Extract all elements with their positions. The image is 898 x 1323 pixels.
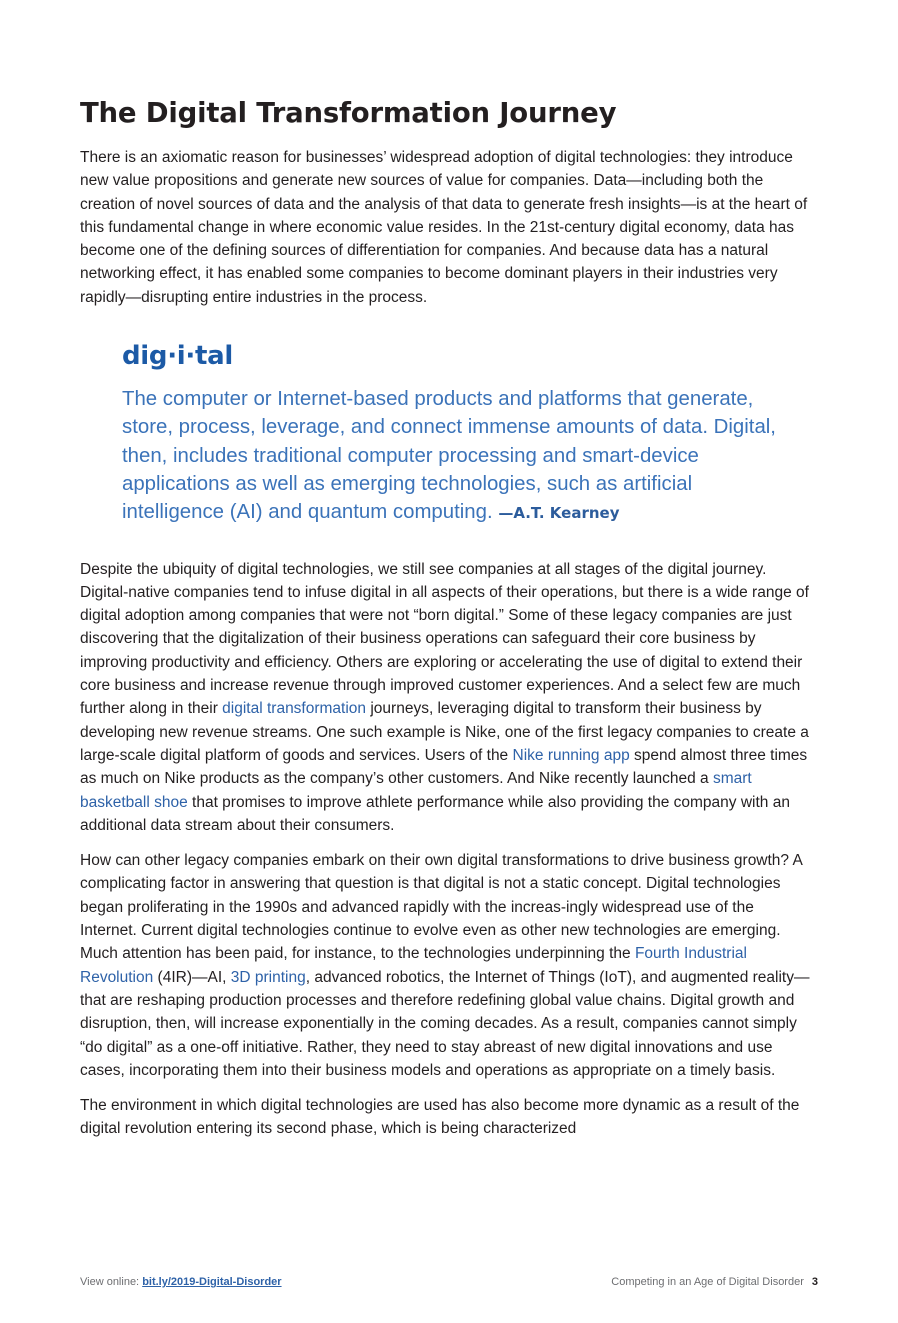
definition-body: The computer or Internet-based products and platforms that generate, store, process, leverage, and connect immense amounts of data. Digital, then, includes traditional computer processing and smart-device applications as well as emerging technologies, such as artificial intelligence (AI) and quantum computing.: [122, 388, 776, 524]
definition-word: dig·i·tal: [122, 341, 233, 372]
definition-callout: [122, 339, 782, 527]
body-paragraph-2: [80, 558, 812, 838]
paragraph-3-text-1: How can other legacy companies embark on their own digital transformations to drive business growth? A complicating factor in answering that question is that digital is not a static concept. Digital technologies began proliferating in the 1990s and advanced rapidly with the increas-ingly widespread use of the Internet. Current digital technologies continue to evolve even as other new technologies are emerging. Much attention has been paid, for instance, to the technologies underpinning the: [80, 852, 802, 963]
paragraph-2-text-3: spend almost three times as much on Nike products as the company’s other customers. And Nike recently launched a: [80, 746, 808, 788]
paragraph-2-text-1: Despite the ubiquity of digital technologies, we still see companies at all stages of the digital journey. Digital-native companies tend to infuse digital in all aspects of their operations, but there is a wide range of digital adoption among companies that were not “born digital.” Some of these legacy companies are just discovering that the digitalization of their business operations can safeguard their core business by improving productivity and efficiency. Others are exploring or accelerating the use of digital to extend their core business and increase revenue through improved customer experiences. And a select few are much further along in their: [80, 560, 809, 718]
view-online-label: View online:: [80, 1276, 140, 1288]
nike-running-app-link[interactable]: Nike running app: [512, 746, 630, 764]
paragraph-3-text-2: (4IR)—AI,: [153, 968, 227, 986]
publication-title: Competing in an Age of Digital Disorder: [611, 1276, 804, 1288]
view-online: [80, 1276, 282, 1288]
paragraph-2-text-4: that promises to improve athlete performance while also providing the company with an additional data stream about their consumers.: [80, 793, 790, 834]
body-paragraph-3: [80, 849, 812, 1082]
footer-publication: [611, 1276, 818, 1288]
smart-basketball-shoe-link[interactable]: smart basketball shoe: [80, 770, 752, 811]
paragraph-3-text-3: , advanced robotics, the Internet of Things (IoT), and augmented reality—that are reshaping production processes and therefore redefining global value chains. Digital growth and disruption, then, will increase exponentially in the coming decades. As a result, companies cannot simply “do digital” as a one-off initiative. Rather, they need to stay abreast of new digital innovations and use cases, incorporating them into their business models and operations as appropriate on a timely basis.: [80, 968, 810, 1079]
page-title: The Digital Transformation Journey: [80, 97, 617, 129]
page-footer: [80, 1276, 818, 1294]
page-number: 3: [811, 1276, 818, 1288]
view-online-link[interactable]: bit.ly/2019-Digital-Disorder: [142, 1276, 282, 1288]
digital-transformation-link[interactable]: digital transformation: [222, 700, 367, 718]
page-content: [80, 94, 812, 1141]
body-paragraph-4: The environment in which digital technologies are used has also become more dynamic as a result of the digital revolution entering its second phase, which is being characterized: [80, 1097, 800, 1138]
3d-printing-link[interactable]: 3D printing: [230, 968, 306, 986]
definition-source: —A.T. Kearney: [498, 504, 620, 523]
fourth-industrial-revolution-link[interactable]: Fourth Industrial Revolution: [80, 945, 747, 986]
intro-paragraph: There is an axiomatic reason for businesses’ widespread adoption of digital technologies: they introduce new value propositions and generate new sources of value for companies. Data—including both the creation of novel sources of data and the analysis of that data to generate fresh insights—is at the heart of this fundamental change in where economic value resides. In the 21st-century digital economy, data has become one of the defining sources of differentiation for companies. And because data has a natural networking effect, it has enabled some companies to become dominant players in their industries very rapidly—disrupting entire industries in the process.: [80, 149, 808, 306]
paragraph-2-text-2: journeys, leveraging digital to transform their business by developing new revenue streams. One such example is Nike, one of the first legacy companies to create a large-scale digital platform of goods and services. Users of the: [80, 700, 809, 764]
definition-text: [122, 385, 782, 527]
